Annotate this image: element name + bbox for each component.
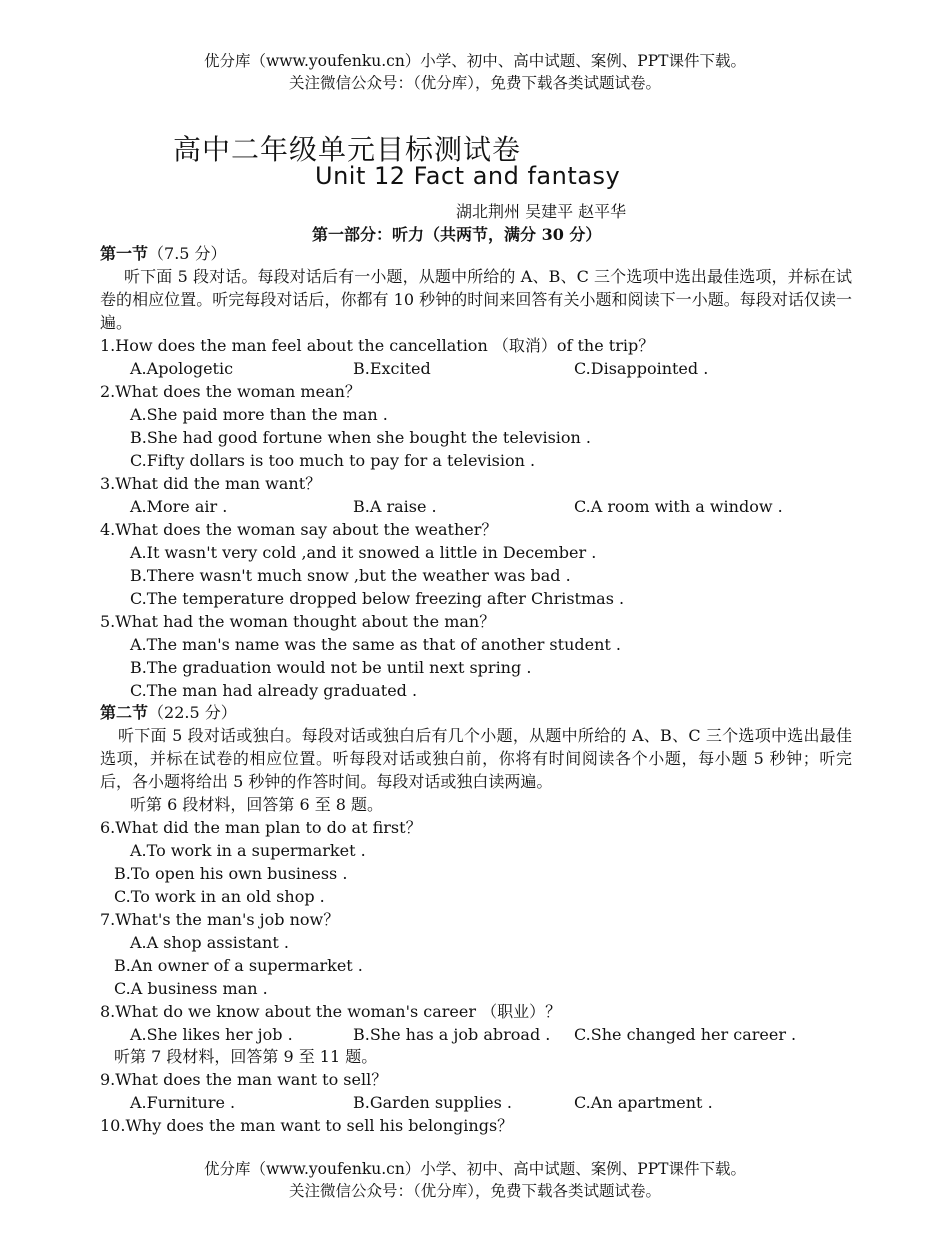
q3-option-b: B.A raise . bbox=[353, 497, 437, 516]
question-6: 6.What did the man plan to do at first？ bbox=[100, 818, 422, 837]
q4-option-c: C.The temperature dropped below freezing after Christmas . bbox=[130, 589, 625, 608]
material-7-note: 听第 7 段材料，回答第 9 至 11 题。 bbox=[114, 1047, 378, 1066]
section2-label: 第二节 bbox=[100, 703, 149, 722]
authors: 湖北荆州 吴建平 赵平华 bbox=[456, 202, 627, 221]
section1-instructions: 听下面 5 段对话。每段对话后有一小题，从题中所给的 A、B、C 三个选项中选出最佳选项，并标在试卷的相应位置。听完每段对话后，你都有 10 秒钟的时间来回答有关小题和阅读下一小题。每段对话仅读一遍。 bbox=[100, 267, 852, 332]
q9-option-c: C.An apartment . bbox=[574, 1093, 713, 1112]
q1-option-b: B.Excited bbox=[353, 359, 431, 378]
q6-option-a: A.To work in a supermarket . bbox=[130, 841, 366, 860]
part-heading: 第一部分：听力（共两节，满分 30 分） bbox=[312, 225, 602, 244]
q4-option-a: A.It wasn't very cold ,and it snowed a little in December . bbox=[130, 543, 597, 562]
q1-option-c: C.Disappointed . bbox=[574, 359, 709, 378]
page-title-english: Unit 12 Fact and fantasy bbox=[315, 162, 621, 190]
q3-option-c: C.A room with a window . bbox=[574, 497, 783, 516]
watermark-line1: 优分库（www.youfenku.cn）小学、初中、高中试题、案例、PPT课件下载。 bbox=[203, 52, 747, 70]
q6-option-c: C.To work in an old shop . bbox=[114, 887, 325, 906]
watermark-line2: 关注微信公众号：（优分库），免费下载各类试题试卷。 bbox=[288, 74, 661, 92]
question-8: 8.What do we know about the woman's career （职业）？ bbox=[100, 1002, 562, 1021]
question-5: 5.What had the woman thought about the man？ bbox=[100, 612, 496, 631]
question-4: 4.What does the woman say about the weather？ bbox=[100, 520, 498, 539]
q8-option-b: B.She has a job abroad . bbox=[353, 1025, 551, 1044]
section1-score: （7.5 分） bbox=[148, 244, 227, 263]
watermark-footer-line1: 优分库（www.youfenku.cn）小学、初中、高中试题、案例、PPT课件下载。 bbox=[203, 1160, 747, 1178]
q2-option-b: B.She had good fortune when she bought the television . bbox=[130, 428, 592, 447]
section2-heading bbox=[100, 702, 237, 724]
watermark-footer-line2: 关注微信公众号：（优分库），免费下载各类试题试卷。 bbox=[288, 1182, 661, 1200]
watermark-header bbox=[0, 50, 950, 94]
q6-option-b: B.To open his own business . bbox=[114, 864, 348, 883]
question-10: 10.Why does the man want to sell his belongings？ bbox=[100, 1116, 514, 1135]
section2-score: （22.5 分） bbox=[148, 703, 237, 722]
q5-option-c: C.The man had already graduated . bbox=[130, 681, 418, 700]
question-9: 9.What does the man want to sell？ bbox=[100, 1070, 388, 1089]
q1-option-a: A.Apologetic bbox=[130, 359, 234, 378]
q2-option-c: C.Fifty dollars is too much to pay for a television . bbox=[130, 451, 536, 470]
q2-option-a: A.She paid more than the man . bbox=[130, 405, 388, 424]
page-title-chinese: 高中二年级单元目标测试卷 bbox=[173, 133, 522, 166]
question-1: 1.How does the man feel about the cancellation （取消）of the trip？ bbox=[100, 336, 655, 355]
section1-label: 第一节 bbox=[100, 244, 149, 263]
q9-option-b: B.Garden supplies . bbox=[353, 1093, 512, 1112]
q9-option-a: A.Furniture . bbox=[130, 1093, 236, 1112]
question-7: 7.What's the man's job now？ bbox=[100, 910, 340, 929]
q5-option-b: B.The graduation would not be until next spring . bbox=[130, 658, 532, 677]
question-3: 3.What did the man want？ bbox=[100, 474, 322, 493]
section2-instructions: 听下面 5 段对话或独白。每段对话或独白后有几个小题，从题中所给的 A、B、C 三个选项中选出最佳选项，并标在试卷的相应位置。听每段对话或独白前，你将有时间阅读各个小题，每小题 5 秒钟；听完后，各小题将给出 5 秒钟的作答时间。每段对话或独白读两遍。 bbox=[100, 726, 852, 791]
q7-option-c: C.A business man . bbox=[114, 979, 268, 998]
watermark-footer bbox=[0, 1158, 950, 1202]
section1-heading bbox=[100, 243, 227, 265]
q4-option-b: B.There wasn't much snow ,but the weather was bad . bbox=[130, 566, 571, 585]
q5-option-a: A.The man's name was the same as that of another student . bbox=[130, 635, 621, 654]
material-6-note: 听第 6 段材料，回答第 6 至 8 题。 bbox=[130, 795, 384, 814]
q7-option-b: B.An owner of a supermarket . bbox=[114, 956, 363, 975]
q8-option-c: C.She changed her career . bbox=[574, 1025, 797, 1044]
question-2: 2.What does the woman mean？ bbox=[100, 382, 361, 401]
q7-option-a: A.A shop assistant . bbox=[130, 933, 289, 952]
q3-option-a: A.More air . bbox=[130, 497, 228, 516]
q8-option-a: A.She likes her job . bbox=[130, 1025, 293, 1044]
